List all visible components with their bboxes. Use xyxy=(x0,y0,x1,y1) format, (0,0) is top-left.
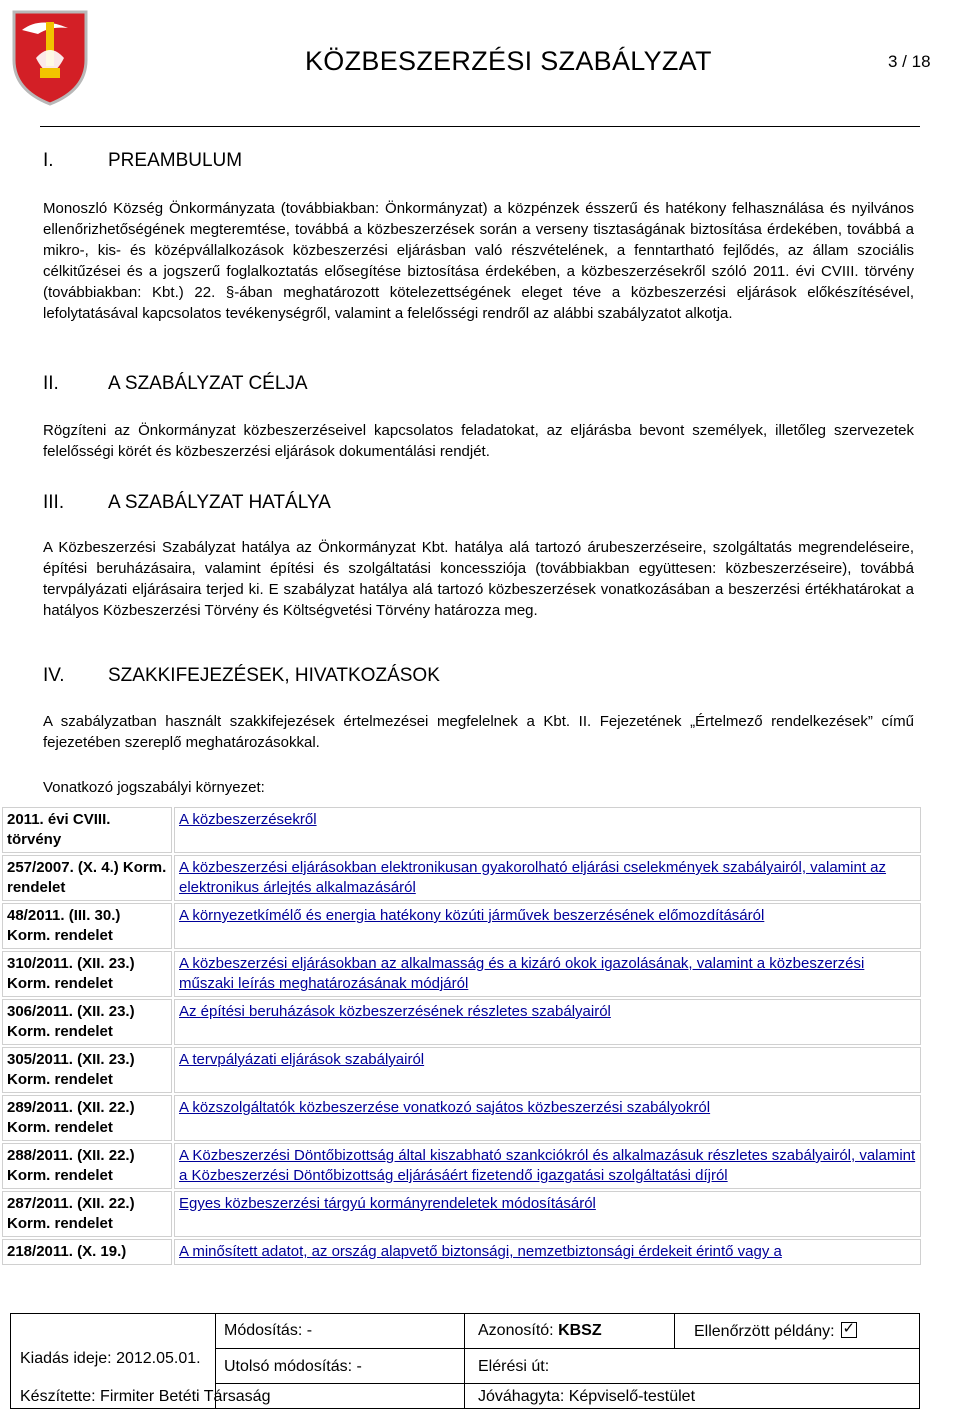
table-row xyxy=(2,951,921,997)
law-reference: 306/2011. (XII. 23.) Korm. rendelet xyxy=(2,999,172,1045)
coat-of-arms-logo xyxy=(10,8,90,108)
law-title-cell xyxy=(174,903,921,949)
header-divider xyxy=(40,126,920,127)
footer-path: Elérési út: xyxy=(478,1358,550,1375)
law-reference: 218/2011. (X. 19.) xyxy=(2,1239,172,1265)
law-reference: 2011. évi CVIII. törvény xyxy=(2,807,172,853)
table-row xyxy=(2,1191,921,1237)
identifier-value: KBSZ xyxy=(558,1322,602,1339)
law-reference: 310/2011. (XII. 23.) Korm. rendelet xyxy=(2,951,172,997)
laws-intro: Vonatkozó jogszabályi környezet: xyxy=(43,779,265,796)
section-number: I. xyxy=(43,150,54,171)
table-row xyxy=(2,807,921,853)
law-link[interactable]: A környezetkímélő és energia hatékony közúti járművek beszerzésének előmozdításáról xyxy=(179,907,765,924)
section-title: PREAMBULUM xyxy=(108,150,243,171)
law-title-cell xyxy=(174,1047,921,1093)
law-title-cell xyxy=(174,999,921,1045)
table-row xyxy=(2,1095,921,1141)
footer-prepared-by: Készítette: Firmiter Betéti Társaság xyxy=(20,1388,271,1405)
law-link[interactable]: A közbeszerzésekről xyxy=(179,811,317,828)
section-title: SZAKKIFEJEZÉSEK, HIVATKOZÁSOK xyxy=(108,665,440,686)
table-row xyxy=(2,1047,921,1093)
table-row xyxy=(2,1143,921,1189)
law-title-cell xyxy=(174,807,921,853)
law-reference: 288/2011. (XII. 22.) Korm. rendelet xyxy=(2,1143,172,1189)
footer-last-modified: Utolsó módosítás: - xyxy=(224,1358,362,1375)
section-number: II. xyxy=(43,373,59,394)
law-reference: 305/2011. (XII. 23.) Korm. rendelet xyxy=(2,1047,172,1093)
table-row xyxy=(2,999,921,1045)
terms-paragraph: A szabályzatban használt szakkifejezések értelmezései megfelelnek a Kbt. II. Fejezetének „Értelmező rendelkezések” című fejezetében szereplő meghatározásokkal. xyxy=(43,713,914,751)
law-reference: 289/2011. (XII. 22.) Korm. rendelet xyxy=(2,1095,172,1141)
section-heading-2 xyxy=(43,373,308,395)
checked-label: Ellenőrzött példány: xyxy=(694,1323,835,1340)
law-link[interactable]: Az építési beruházások közbeszerzésének részletes szabályairól xyxy=(179,1003,611,1020)
document-title: KÖZBESZERZÉSI SZABÁLYZAT xyxy=(305,46,712,76)
section-title: A SZABÁLYZAT CÉLJA xyxy=(108,373,308,394)
law-title-cell xyxy=(174,1143,921,1189)
table-row xyxy=(2,1239,921,1265)
footer-checked-copy xyxy=(694,1322,857,1341)
law-link[interactable]: A Közbeszerzési Döntőbizottság által kiszabható szankciókról és alkalmazásuk részletes szabályairól, valamint a Közbeszerzési Döntőbizottság eljárásáért fizetendő igazgatási szolgáltatási díjról xyxy=(179,1147,916,1184)
law-reference: 287/2011. (XII. 22.) Korm. rendelet xyxy=(2,1191,172,1237)
law-link[interactable]: A közszolgáltatók közbeszerzése vonatkozó sajátos közbeszerzési szabályokról xyxy=(179,1099,711,1116)
checkbox-checked-icon xyxy=(841,1322,857,1338)
law-title-cell xyxy=(174,1239,921,1265)
scope-paragraph: A Közbeszerzési Szabályzat hatálya az Önkormányzat Kbt. hatálya alá tartozó árubeszerzéseire, szolgáltatás megrendeléseire, építési beruházásaira, valamint építési és szolgáltatási koncessziója (továbbiakban együttesen: közbeszerzéseire), továbbá tervpályázati eljárásaira terjed ki. E szabályzat hatálya alá tartozó közbeszerzések vonatkozásában a beszerzési értékhatárokat a hatályos Közbeszerzési Törvény és Költségvetési Törvény határozza meg. xyxy=(43,539,914,619)
footer-approved-by: Jóváhagyta: Képviselő-testület xyxy=(478,1388,696,1405)
page-number: 3 / 18 xyxy=(888,52,931,71)
purpose-paragraph: Rögzíteni az Önkormányzat közbeszerzéseivel kapcsolatos feladatokat, az eljárásba bevont személyek, illetőleg szervezetek felelősségi körét és közbeszerzési eljárások dokumentálási rendjét. xyxy=(43,422,914,460)
law-link[interactable]: Egyes közbeszerzési tárgyú kormányrendeletek módosításáról xyxy=(179,1195,596,1212)
law-reference: 257/2007. (X. 4.) Korm. rendelet xyxy=(2,855,172,901)
section-title: A SZABÁLYZAT HATÁLYA xyxy=(108,492,331,513)
identifier-label: Azonosító: xyxy=(478,1322,554,1339)
section-heading-1 xyxy=(43,150,242,172)
table-row xyxy=(2,855,921,901)
section-heading-3 xyxy=(43,492,331,514)
law-title-cell xyxy=(174,951,921,997)
law-link[interactable]: A tervpályázati eljárások szabályairól xyxy=(179,1051,425,1068)
law-link[interactable]: A közbeszerzési eljárásokban elektronikusan gyakorolható eljárási cselekmények szabályairól, valamint az elektronikus árlejtés alkalmazásáról xyxy=(179,859,887,896)
law-link[interactable]: A közbeszerzési eljárásokban az alkalmasság és a kizáró okok igazolásának, valamint a közbeszerzési műszaki leírás meghatározásának módjáról xyxy=(179,955,865,992)
section-number: IV. xyxy=(43,665,65,686)
law-link[interactable]: A minősített adatot, az ország alapvető biztonsági, nemzetbiztonsági érdekeit érintő vagy a xyxy=(179,1243,782,1260)
laws-table xyxy=(0,805,923,1267)
section-heading-4 xyxy=(43,665,440,687)
law-title-cell xyxy=(174,1191,921,1237)
law-title-cell xyxy=(174,1095,921,1141)
preamble-paragraph: Monoszló Község Önkormányzata (továbbiakban: Önkormányzat) a közpénzek ésszerű és hatékony felhasználása és nyilvános ellenőrizhetőségének megteremtése, továbbá a közbeszerzések során a verseny tisztaságának biztosítása érdekében, továbbá a mikro-, kis- és középvállalkozások közbeszerzési eljárásban való részvételének, a fenntartható fejlődés, az állam szociális célkitűzései és a jogszerű foglalkoztatás elősegítése biztosítása érdekében, a közbeszerzésekről szóló 2011. évi CVIII. törvény (továbbiakban: Kbt.) 22. §-ában meghatározott kötelezettségének eleget téve a közbeszerzési eljárások előkészítésével, lefolytatásával kapcsolatos tevékenységről, valamint a felelősségi rendről az alábbi szabályzatot alkotja. xyxy=(43,200,914,322)
law-reference: 48/2011. (III. 30.) Korm. rendelet xyxy=(2,903,172,949)
footer-modification: Módosítás: - xyxy=(224,1322,313,1339)
page-header xyxy=(0,0,960,128)
section-number: III. xyxy=(43,492,65,513)
law-title-cell xyxy=(174,855,921,901)
footer-issue-date: Kiadás ideje: 2012.05.01. xyxy=(20,1350,201,1367)
table-row xyxy=(2,903,921,949)
footer-identifier xyxy=(478,1322,602,1340)
